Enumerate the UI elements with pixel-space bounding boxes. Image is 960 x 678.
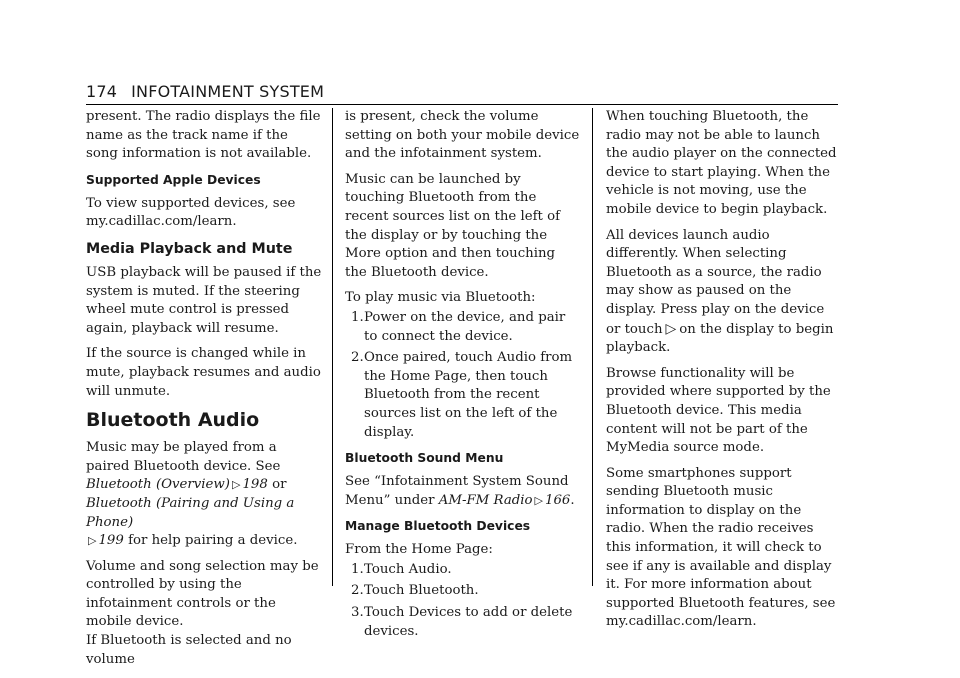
paragraph: Browse functionality will be provided where supported by the Bluetooth device. This media content will not be part of the MyMedia source mode. <box>606 365 831 456</box>
page-ref-arrow-icon: ▷ <box>88 534 97 548</box>
heading-media-playback: Media Playback and Mute <box>86 240 293 257</box>
paragraph: Volume and song selection may be controlled by using the infotainment controls or the mobile device. <box>86 558 319 630</box>
column-divider-1 <box>332 108 333 586</box>
paragraph: USB playback will be paused if the system is muted. If the steering wheel mute control is pressed again, playback will resume. <box>86 264 322 336</box>
paragraph: Some smartphones support sending Bluetooth music information to display on the radio. When the radio receives this information, it will check to see if any is available and display it. For more information about supported Bluetooth features, see my.cadillac.com/learn. <box>606 465 836 630</box>
column-1 <box>86 108 322 676</box>
column-3 <box>606 108 842 639</box>
manage-steps-list <box>345 561 581 641</box>
header-rule <box>86 104 838 105</box>
page-ref-number[interactable]: 199 <box>98 533 124 549</box>
page-number: 174 <box>86 82 118 101</box>
play-icon: ▷ <box>665 320 677 337</box>
subheading-supported-apple: Supported Apple Devices <box>86 172 261 187</box>
page-ref-number[interactable]: 166 <box>545 492 571 508</box>
paragraph-sound-ref: See “Infotainment System Sound Menu” under AM-FM Radio ▷ 166. <box>345 474 575 508</box>
list-item: 3. Touch Devices to add or delete devices. <box>351 605 573 639</box>
cross-reference-link[interactable]: Bluetooth (Overview) <box>86 477 230 493</box>
cross-reference-link[interactable]: Bluetooth (Pairing and Using a Phone) <box>86 495 295 530</box>
cross-reference-link[interactable]: AM-FM Radio <box>438 492 533 508</box>
paragraph: From the Home Page: <box>345 542 493 558</box>
text: Music may be played from a paired Bluetooth device. See <box>86 440 281 474</box>
section-title: INFOTAINMENT SYSTEM <box>131 82 325 101</box>
paragraph: To play music via Bluetooth: <box>345 290 536 306</box>
list-item: 2. Touch Bluetooth. <box>351 583 479 599</box>
page-ref-arrow-icon: ▷ <box>231 478 241 492</box>
list-item: 1. Power on the device, and pair to connect the device. <box>351 309 566 344</box>
paragraph: If the source is changed while in mute, playback resumes and audio will unmute. <box>86 346 321 399</box>
text: or <box>267 477 287 493</box>
text: for help pairing a device. <box>123 533 298 549</box>
subheading-manage-devices: Manage Bluetooth Devices <box>345 519 531 534</box>
column-2 <box>345 108 581 648</box>
page-ref-number[interactable]: 198 <box>242 477 268 493</box>
paragraph: When touching Bluetooth, the radio may not be able to launch the audio player on the connected device to start playing. When the vehicle is not moving, use the mobile device to begin playback. <box>606 109 837 217</box>
paragraph: Music can be launched by touching Bluetooth from the recent sources list on the left of the display or by touching the More option and then touching the Bluetooth device. <box>345 171 561 280</box>
play-steps-list <box>345 309 581 442</box>
column-divider-2 <box>592 108 593 586</box>
page-ref-arrow-icon: ▷ <box>534 493 543 507</box>
paragraph: present. The radio displays the file name as the track name if the song information is not available. <box>86 109 321 162</box>
paragraph-play-touch: All devices launch audio differently. When selecting Bluetooth as a source, the radio may show as paused on the display. Press play on the device or touch ▷ on the display to begin playback. <box>606 227 834 356</box>
subheading-sound-menu: Bluetooth Sound Menu <box>345 451 504 466</box>
list-item: 2. Once paired, touch Audio from the Home Page, then touch Bluetooth from the recent sources list on the left of the display. <box>351 350 573 440</box>
list-item: 1. Touch Audio. <box>351 561 452 577</box>
page-header <box>86 82 324 101</box>
paragraph-bluetooth-refs <box>86 439 322 551</box>
heading-bluetooth-audio: Bluetooth Audio <box>86 409 260 432</box>
paragraph: is present, check the volume setting on both your mobile device and the infotainment system. <box>345 109 580 162</box>
paragraph: To view supported devices, see my.cadillac.com/learn. <box>86 195 296 230</box>
paragraph: If Bluetooth is selected and no volume <box>86 633 292 667</box>
